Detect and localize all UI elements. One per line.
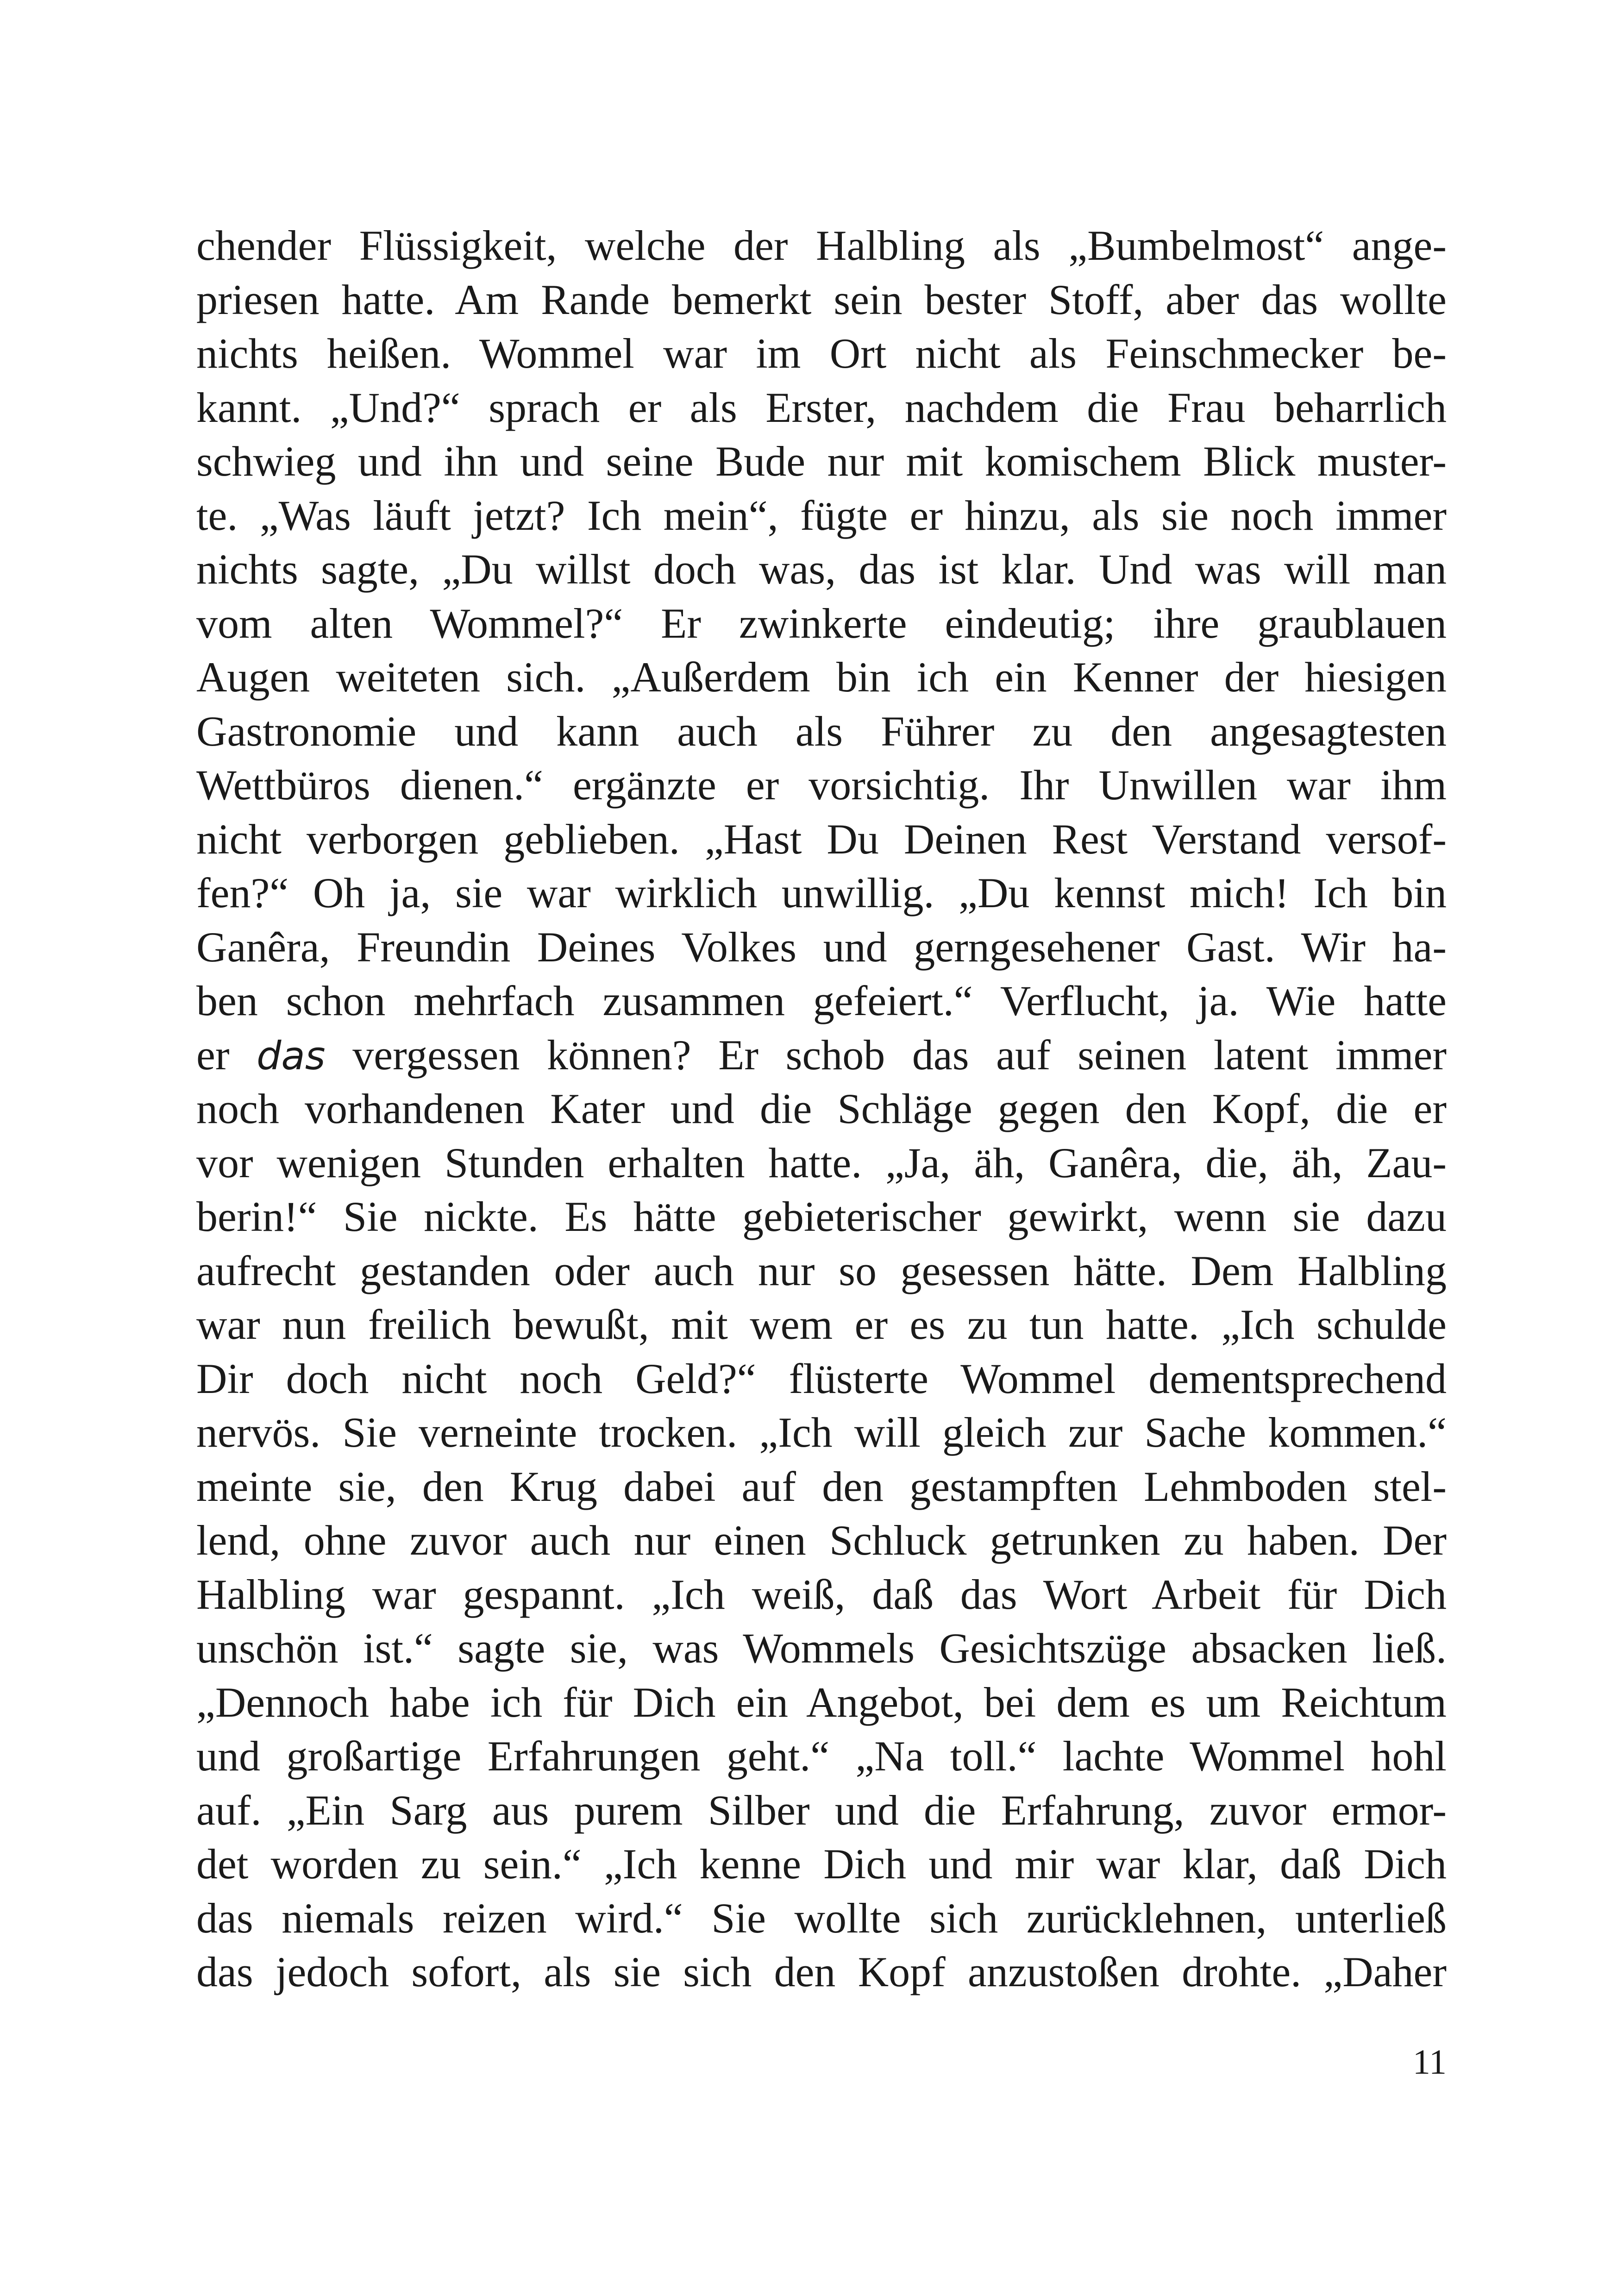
text-fragment: vergessen können? Er schob das auf seinen latent immer bbox=[325, 1031, 1447, 1079]
page-number: 11 bbox=[1412, 2043, 1447, 2082]
text-line: Ganêra, Freundin Deines Volkes und gerngesehener Gast. Wir ha- bbox=[196, 923, 1447, 971]
text-line: war nun freilich bewußt, mit wem er es zu tun hatte. „Ich schulde bbox=[196, 1301, 1447, 1348]
text-line: meinte sie, den Krug dabei auf den gestampften Lehmboden stel- bbox=[196, 1462, 1447, 1510]
text-line: chender Flüssigkeit, welche der Halbling als „Bumbelmost“ ange- bbox=[196, 222, 1447, 269]
text-line: aufrecht gestanden oder auch nur so gesessen hätte. Dem Halbling bbox=[196, 1247, 1447, 1294]
text-line: unschön ist.“ sagte sie, was Wommels Gesichtszüge absacken ließ. bbox=[196, 1625, 1447, 1672]
text-line: Augen weiteten sich. „Außerdem bin ich ein Kenner der hiesigen bbox=[196, 653, 1447, 701]
text-line: auf. „Ein Sarg aus purem Silber und die Erfahrung, zuvor ermor- bbox=[196, 1786, 1447, 1834]
text-line: Wettbüros dienen.“ ergänzte er vorsichtig. Ihr Unwillen war ihm bbox=[196, 761, 1447, 809]
text-line bbox=[196, 1028, 1447, 1082]
text-line: nicht verborgen geblieben. „Hast Du Deinen Rest Verstand versof- bbox=[196, 815, 1447, 863]
text-line: berin!“ Sie nickte. Es hätte gebieterischer gewirkt, wenn sie dazu bbox=[196, 1193, 1447, 1240]
text-line: priesen hatte. Am Rande bemerkt sein bester Stoff, aber das wollte bbox=[196, 276, 1447, 323]
text-line: schwieg und ihn und seine Bude nur mit komischem Blick muster- bbox=[196, 438, 1447, 485]
emphasized-word: das bbox=[257, 1033, 326, 1079]
text-line: kannt. „Und?“ sprach er als Erster, nachdem die Frau beharrlich bbox=[196, 383, 1447, 431]
text-line: und großartige Erfahrungen geht.“ „Na toll.“ lachte Wommel hohl bbox=[196, 1732, 1447, 1780]
text-line: ben schon mehrfach zusammen gefeiert.“ Verflucht, ja. Wie hatte bbox=[196, 977, 1447, 1024]
text-line: nichts heißen. Wommel war im Ort nicht als Feinschmecker be- bbox=[196, 330, 1447, 377]
text-line: nervös. Sie verneinte trocken. „Ich will gleich zur Sache kommen.“ bbox=[196, 1409, 1447, 1456]
text-line: te. „Was läuft jetzt? Ich mein“, fügte er hinzu, als sie noch immer bbox=[196, 491, 1447, 539]
text-line: nichts sagte, „Du willst doch was, das ist klar. Und was will man bbox=[196, 546, 1447, 593]
text-fragment: er bbox=[196, 1031, 257, 1079]
text-line: „Dennoch habe ich für Dich ein Angebot, bei dem es um Reichtum bbox=[196, 1678, 1447, 1726]
text-line: das niemals reizen wird.“ Sie wollte sich zurücklehnen, unterließ bbox=[196, 1894, 1447, 1942]
text-line: vor wenigen Stunden erhalten hatte. „Ja, äh, Ganêra, die, äh, Zau- bbox=[196, 1139, 1447, 1186]
text-line: fen?“ Oh ja, sie war wirklich unwillig. „Du kennst mich! Ich bin bbox=[196, 869, 1447, 916]
text-line: Dir doch nicht noch Geld?“ flüsterte Wommel dementsprechend bbox=[196, 1355, 1447, 1402]
text-line: vom alten Wommel?“ Er zwinkerte eindeutig; ihre graublauen bbox=[196, 599, 1447, 647]
body-text bbox=[196, 219, 1447, 1999]
text-line: Halbling war gespannt. „Ich weiß, daß das Wort Arbeit für Dich bbox=[196, 1570, 1447, 1618]
text-line: det worden zu sein.“ „Ich kenne Dich und mir war klar, daß Dich bbox=[196, 1840, 1447, 1888]
text-line: Gastronomie und kann auch als Führer zu den angesagtesten bbox=[196, 707, 1447, 755]
text-line: lend, ohne zuvor auch nur einen Schluck getrunken zu haben. Der bbox=[196, 1517, 1447, 1564]
text-line: noch vorhandenen Kater und die Schläge gegen den Kopf, die er bbox=[196, 1085, 1447, 1132]
text-line: das jedoch sofort, als sie sich den Kopf anzustoßen drohte. „Daher bbox=[196, 1948, 1447, 1995]
